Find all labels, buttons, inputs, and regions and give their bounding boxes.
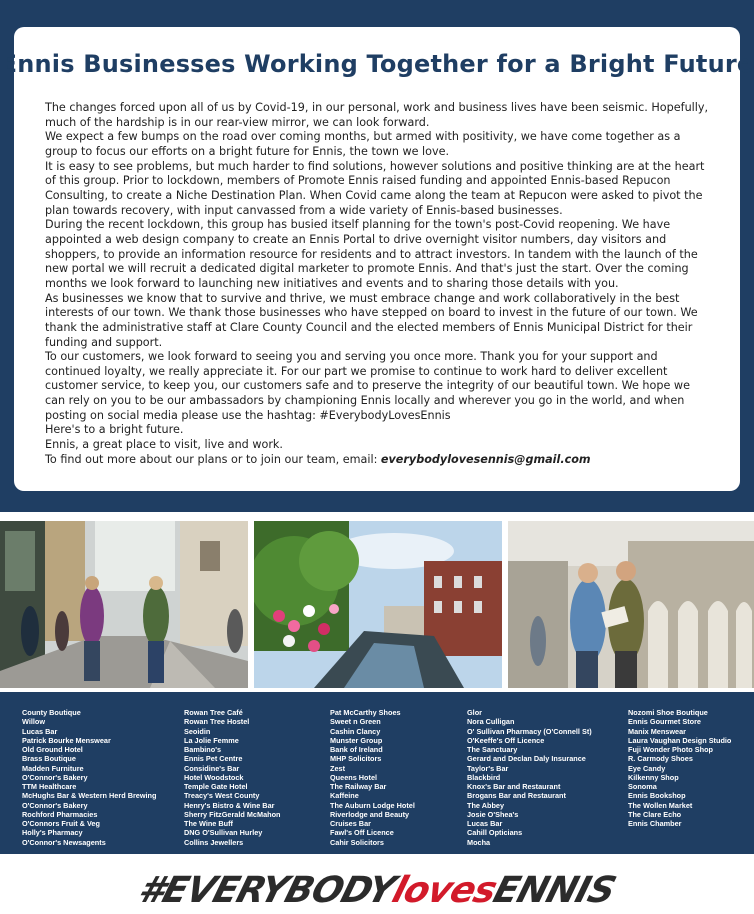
- business-name: Kaffeine: [330, 791, 359, 801]
- business-name: TTM Healthcare: [22, 782, 77, 791]
- business-name: O'Connor's Bakery: [22, 800, 88, 810]
- business-name: O' Sullivan Pharmacy (O'Connell St): [467, 726, 592, 736]
- business-name: County Boutique: [22, 708, 81, 717]
- business-name: Cahir Solicitors: [330, 837, 384, 847]
- business-name: The Clare Echo: [628, 809, 682, 819]
- business-name: Treacy's West County: [184, 791, 260, 801]
- business-name: Cahill Opticians: [467, 828, 523, 838]
- business-name: Willow: [22, 717, 46, 727]
- business-name: Queens Hotel: [330, 772, 378, 782]
- business-name: Manix Menswear: [628, 726, 686, 736]
- business-column: [330, 708, 415, 847]
- business-name: Kilkenny Shop: [628, 772, 679, 782]
- photo-strip: [0, 512, 754, 692]
- hashtag-banner: [0, 858, 754, 914]
- paragraph: We expect a few bumps on the road over coming months, but armed with positivity, we have come together as a group to focus our efforts on a bright future for Ennis, the town we love.: [45, 130, 681, 158]
- business-name: Ennis Bookshop: [628, 791, 686, 801]
- paragraph: It is easy to see problems, but much harder to find solutions, however solutions and positive thinking are at the heart of this group. Prior to lockdown, members of Promote Ennis raised funding and appointed Ennis-based Repucon Consulting, to create a Niche Destination Plan. When Covid came along the team at Repucon were asked to pivot the plan towards recovery, with input canvassed from a wide variety of Ennis-based businesses.: [45, 159, 705, 217]
- paragraph: During the recent lockdown, this group has busied itself planning for the town's post-Covid reopening. We have appointed a web design company to create an Ennis Portal to drive overnight visitor numbers, day visitors and shoppers, to provide an information resource for residents and to attract investors. In tandem with the launch of the new portal we will recruit a dedicated digital marketer to promote Ennis. And that's just the start. Over the coming months we look forward to launching new initiatives and events and to sharing those details with you.: [45, 218, 698, 290]
- business-name: Madden Furniture: [22, 763, 84, 773]
- business-name: Ennis Chamber: [628, 819, 682, 828]
- paragraph: Ennis, a great place to visit, live and work.: [45, 438, 283, 452]
- business-column: [628, 708, 731, 828]
- business-name: Brass Boutique: [22, 754, 76, 764]
- business-name: Riverlodge and Beauty: [330, 809, 410, 819]
- business-name: Josie O'Shea's: [467, 809, 519, 819]
- business-name: R. Carmody Shoes: [628, 754, 693, 764]
- business-name: Considine's Bar: [184, 763, 240, 773]
- business-name: Nozomi Shoe Boutique: [628, 708, 708, 717]
- business-name: Eye Candy: [628, 763, 666, 773]
- business-name: Zest: [330, 763, 346, 773]
- business-name: La Jolie Femme: [184, 735, 239, 745]
- business-name: Sweet n Green: [330, 717, 381, 727]
- contact-text: To find out more about our plans or to join our team, email:: [45, 452, 381, 466]
- business-name: Fuji Wonder Photo Shop: [628, 745, 713, 754]
- business-name: Ennis Gourmet Store: [628, 717, 701, 727]
- business-name: Rowan Tree Hostel: [184, 717, 250, 727]
- business-name: The Abbey: [467, 800, 505, 810]
- business-name: Sherry FitzGerald McMahon: [184, 809, 281, 819]
- paragraph: To our customers, we look forward to seeing you and serving you once more. Thank you for your support and continued loyalty, we really appreciate it. For our part we promise to continue to work hard to deliver excellent customer service, to keep you, our customers safe and to preserve the integrity of our beautiful town. We hope we can rely on you to be our ambassadors by championing Ennis locally and wherever you go in the world, and when posting on social media please use the hashtag: #EverybodyLovesEnnis: [45, 350, 690, 422]
- business-name: Brogans Bar and Restaurant: [467, 791, 566, 801]
- business-name: Glor: [467, 708, 482, 717]
- business-name: O'Connor's Bakery: [22, 772, 88, 782]
- business-name: Temple Gate Hotel: [184, 782, 248, 791]
- business-name: Laura Vaughan Design Studio: [628, 735, 732, 745]
- friary-photo: [508, 521, 754, 688]
- business-name: Bambino's: [184, 745, 222, 754]
- hashtag-part-ennis: ENNIS: [488, 870, 620, 911]
- business-name: Munster Group: [330, 735, 383, 745]
- hashtag-part-everybody: #EVERYBODY: [133, 870, 399, 911]
- business-name: The Railway Bar: [330, 782, 387, 791]
- business-name: The Auburn Lodge Hotel: [330, 800, 415, 810]
- street-photo: [0, 521, 248, 688]
- business-name: Pat McCarthy Shoes: [330, 708, 401, 717]
- business-name: Holly's Pharmacy: [22, 828, 83, 838]
- business-column: [22, 708, 156, 847]
- business-name: Ennis Pet Centre: [184, 754, 243, 764]
- business-name: Nora Culligan: [467, 717, 515, 727]
- business-name: Old Ground Hotel: [22, 745, 83, 754]
- business-name: Sonoma: [628, 782, 657, 791]
- business-name: Rochford Pharmacies: [22, 809, 98, 819]
- business-name: Cashin Clancy: [330, 726, 381, 736]
- business-name: Lucas Bar: [467, 819, 503, 828]
- business-name: MHP Solicitors: [330, 754, 382, 764]
- business-name: Seoidin: [184, 726, 211, 736]
- paragraph: As businesses we know that to survive and thrive, we must embrace change and work collaboratively in the best interests of our town. We thank those businesses who have stepped on board to invest in the future of our town. We thank the administrative staff at Clare County Council and the elected members of Ennis Municipal District for their funding and support.: [45, 291, 698, 349]
- business-name: Taylor's Bar: [467, 763, 509, 773]
- business-name: Blackbird: [467, 772, 501, 782]
- page-title: Ennis Businesses Working Together for a Bright Future: [0, 50, 754, 78]
- hashtag-text: [133, 864, 620, 911]
- business-name: Patrick Bourke Menswear: [22, 735, 111, 745]
- letter-body: [45, 101, 713, 467]
- business-name: Bank of Ireland: [330, 745, 383, 754]
- business-name: The Sanctuary: [467, 745, 518, 754]
- business-name: O'Connor's Newsagents: [22, 837, 106, 847]
- hashtag-part-loves: loves: [387, 870, 501, 911]
- business-name: Knox's Bar and Restaurant: [467, 782, 561, 791]
- business-name: McHughs Bar & Western Herd Brewing: [22, 791, 157, 801]
- business-name: Mocha: [467, 837, 491, 847]
- business-name: O'Keeffe's Off Licence: [467, 735, 545, 745]
- business-name: Fawl's Off Licence: [330, 828, 394, 838]
- business-column: [184, 708, 281, 847]
- business-name: Lucas Bar: [22, 726, 58, 736]
- business-name: Cruises Bar: [330, 819, 371, 828]
- paragraph: The changes forced upon all of us by Covid-19, in our personal, work and business lives have been seismic. Hopefully, much of the hardship is in our rear-view mirror, we can look forward.: [45, 101, 709, 129]
- business-name: Rowan Tree Café: [184, 708, 243, 717]
- business-name: DNG O'Sullivan Hurley: [184, 828, 263, 838]
- contact-email[interactable]: everybodylovesennis@gmail.com: [380, 452, 591, 466]
- river-photo: [254, 521, 502, 688]
- business-name: The Wollen Market: [628, 800, 693, 810]
- paragraph: Here's to a bright future.: [45, 423, 184, 437]
- business-list: [0, 692, 754, 854]
- business-name: Hotel Woodstock: [184, 772, 244, 782]
- business-column: [467, 708, 592, 847]
- business-name: Henry's Bistro & Wine Bar: [184, 800, 275, 810]
- business-name: Collins Jewellers: [184, 837, 244, 847]
- business-name: The Wine Buff: [184, 819, 233, 828]
- contact-line: [45, 453, 713, 468]
- business-name: Gerard and Declan Daly Insurance: [467, 754, 586, 764]
- business-name: O'Connors Fruit & Veg: [22, 819, 100, 828]
